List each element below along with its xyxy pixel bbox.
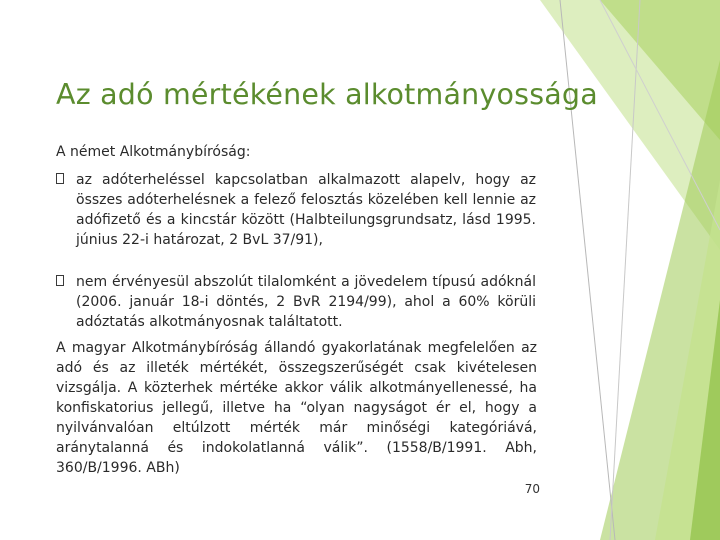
bullet-text-2: nem érvényesül abszolút tilalomként a jövedelem típusú adóknál (2006. január 18-i döntés, 2 BvR 2194/99), ahol a 60% körüli adóztatás alkotmányosnak találtatott. bbox=[76, 274, 536, 330]
bullet-text-1: az adóterheléssel kapcsolatban alkalmazott alapelv, hogy az összes adóterhelésnek a felező felosztás közelében kell lennie az adófizető és a kincstár között (Halbteilungsgrundsatz, lásd 1995. június 22-i határozat, 2 BvL 37/91), bbox=[76, 172, 536, 248]
square-bullet-icon bbox=[56, 275, 64, 286]
body-paragraph: A magyar Alkotmánybíróság állandó gyakorlatának megfelelően az adó és az illeték mértékét, összegszerűségét csak kivételesen vizsgálja. A közterhek mértéke akkor válik alkotmányellenessé, ha konfiskatorius jellegű, illetve ha “olyan nagyságot ér el, hogy a nyilvánvalóan eltúlzott mérték már minőségi kategóriává, aránytalanná és indokolatlanná válik”. (1558/B/1991. Abh, 360/B/1996. ABh) bbox=[56, 340, 537, 476]
page-number: 70 bbox=[524, 482, 540, 496]
slide-title: Az adó mértékének alkotmányossága bbox=[56, 78, 598, 111]
square-bullet-icon bbox=[56, 173, 64, 184]
intro-text: A német Alkotmánybíróság: bbox=[56, 144, 251, 160]
